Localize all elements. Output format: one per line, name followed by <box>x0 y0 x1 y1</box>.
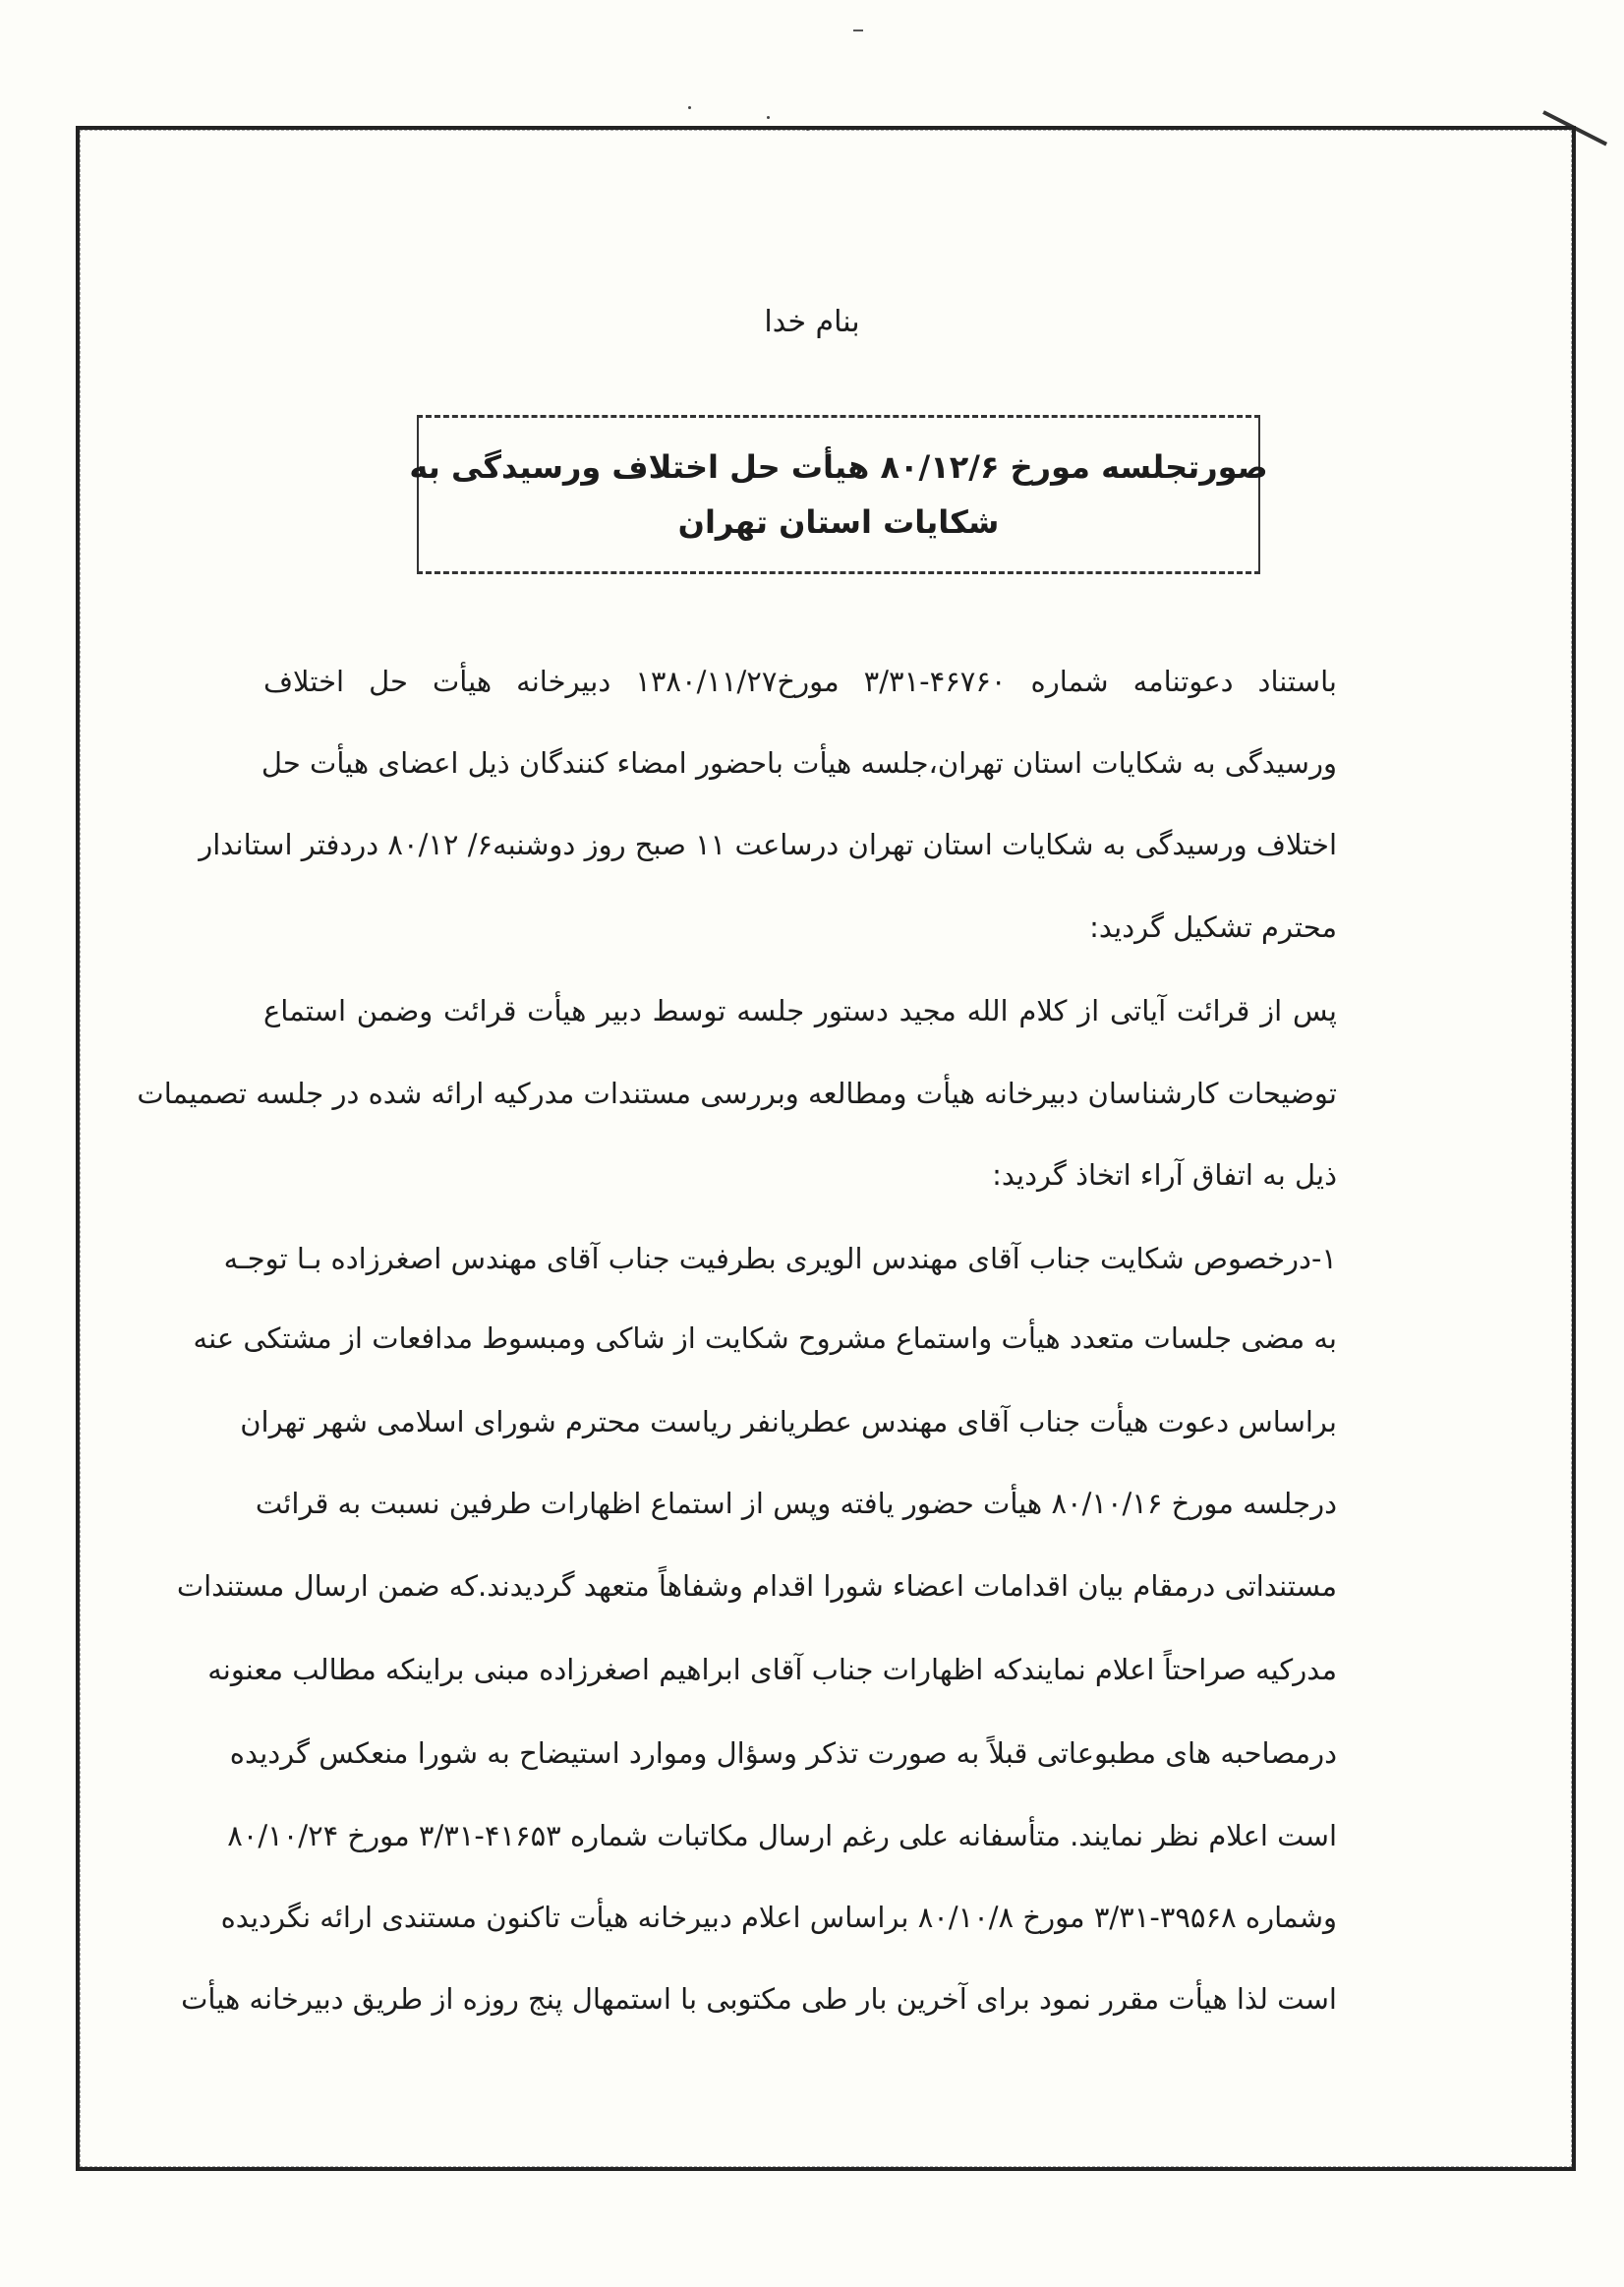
body-line: است لذا هیأت مقرر نمود برای آخرین بار طی مکتوبی با استمهال پنج روزه از طریق دبیرخانه هیأت <box>181 1982 1337 2016</box>
body-line: اختلاف ورسیدگی به شکایات استان تهران درساعت ۱۱ صبح روز دوشنبه۶/ ۸۰/۱۲ دردفتر استاندار <box>199 828 1337 861</box>
title-box <box>409 415 1268 574</box>
body-line: توضیحات کارشناسان دبیرخانه هیأت ومطالعه وبررسی مستندات مدرکیه ارائه شده در جلسه تصمیمات <box>137 1077 1337 1110</box>
body-line: ۱-درخصوص شکایت جناب آقای مهندس الویری بطرفیت جناب آقای مهندس اصغرزاده بـا توجـه <box>223 1242 1337 1275</box>
basmala-heading: بنام خدا <box>764 305 860 339</box>
body-line: باستناد دعوتنامه شماره ۴۶۷۶۰-۳/۳۱ مورخ۱۳۸۰/۱۱/۲۷ دبیرخانه هیأت حل اختلاف <box>263 665 1337 698</box>
title-line-2: شکایات استان تهران <box>677 503 1000 541</box>
body-line: ذیل به اتفاق آراء اتخاذ گردید: <box>992 1158 1337 1192</box>
body-line: درجلسه مورخ ۸۰/۱۰/۱۶ هیأت حضور یافته وپس از استماع اظهارات طرفین نسبت به قرائت <box>255 1487 1337 1520</box>
title-line-1: صورتجلسه مورخ ۸۰/۱۲/۶ هیأت حل اختلاف ورسیدگی به <box>409 448 1268 486</box>
scan-speck <box>767 116 770 119</box>
body-line: پس از قرائت آیاتی از کلام الله مجید دستور جلسه توسط دبیر هیأت قرائت وضمن استماع <box>263 994 1337 1027</box>
scan-mark <box>853 29 863 31</box>
body-line: به مضی جلسات متعدد هیأت واستماع مشروح شکایت از شاکی ومبسوط مدافعات از مشتکی عنه <box>193 1321 1337 1355</box>
body-line: وشماره ۳۹۵۶۸-۳/۳۱ مورخ ۸۰/۱۰/۸ براساس اعلام دبیرخانه هیأت تاکنون مستندی ارائه نگردیده <box>220 1901 1337 1934</box>
body-line: درمصاحبه های مطبوعاتی قبلاً به صورت تذکر وسؤال وموارد استیضاح به شورا منعکس گردیده <box>229 1736 1337 1770</box>
body-line: ورسیدگی به شکایات استان تهران،جلسه هیأت باحضور امضاء کنندگان ذیل اعضای هیأت حل <box>261 746 1337 780</box>
body-line: مدرکیه صراحتاً اعلام نمایندکه اظهارات جناب آقای ابراهیم اصغرزاده مبنی براینکه مطالب معنونه <box>207 1653 1337 1686</box>
body-line: محترم تشکیل گردید: <box>1089 910 1337 944</box>
body-line: براساس دعوت هیأت جناب آقای مهندس عطریانفر ریاست محترم شورای اسلامی شهر تهران <box>240 1405 1337 1438</box>
body-line: مستنداتی درمقام بیان اقدامات اعضاء شورا اقدام وشفاهاً متعهد گردیدند.که ضمن ارسال مستندات <box>176 1569 1337 1603</box>
body-line: است اعلام نظر نمایند. متأسفانه علی رغم ارسال مکاتبات شماره ۴۱۶۵۳-۳/۳۱ مورخ ۸۰/۱۰/۲۴ <box>227 1819 1337 1852</box>
scan-speck <box>688 106 691 109</box>
